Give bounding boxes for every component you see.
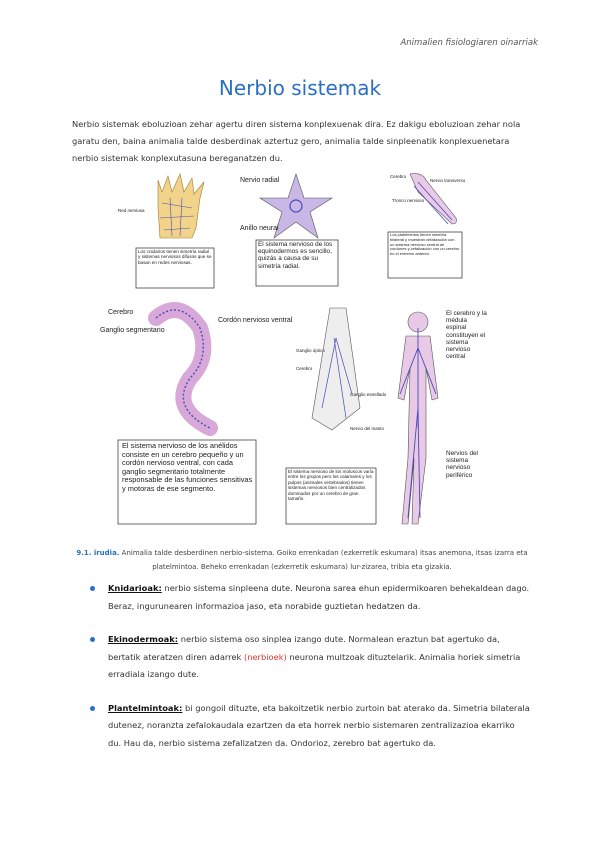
- label-fo-cns: [446, 310, 488, 370]
- label-tronco-nervioso: Tronco nervioso: [392, 198, 425, 203]
- echinoderm-panel: [240, 174, 338, 286]
- annelid-panel: [100, 309, 293, 524]
- highlight-nerbioek: (nerbioek): [243, 651, 287, 662]
- caption-1: Los cnidarios tienen simetría radial y sistemas nerviosos difusos que se basan en redes nerviosas.: [138, 249, 212, 265]
- label-nervio-radial: Nervio radial: [240, 177, 280, 184]
- caption-fo-3: [390, 233, 460, 277]
- term-knidarioak: Knidarioak:: [108, 583, 162, 593]
- intro-paragraph: Nerbio sistemak eboluzioan zehar agertu diren sistema konplexuenak dira. Ez dakigu eboluzioan zehar nola garatu den, baina animalia talde desberdinak aztertuz gero, animalia talde sinpleenatik konplexuenetara nerbio sistemak konplexutasuna bereganatzen du.: [72, 119, 521, 163]
- page-title: Nerbio sistemak: [218, 76, 382, 100]
- label-cordon-nervioso: Cordón nervioso ventral: [218, 317, 293, 324]
- caption-fo-4: [122, 442, 254, 522]
- label-cerebro-3: Cerebro: [296, 366, 313, 371]
- item-text-1b: neurona multzoak dituztelarik. Animalia horiek simetria erradiala izango dute.: [108, 651, 521, 679]
- caption-3: Los platelmintos tienen simetría bilateral y muestran cefalización con un sistema nervioso central de cordones y cefalización con un cerebro en el extremo anterior.: [390, 233, 460, 257]
- figure-caption-text: Animalia talde desberdinen nerbio-sistema. Goiko errenkadan (ezkerretik eskumara) itsas anemona, itsas izarra eta platelmintoa. Beheko errenkadan (ezkerretik eskumara) lur-zizarea, tribia eta gizakia.: [119, 549, 528, 571]
- cnidarian-panel: [118, 174, 214, 288]
- label-ganglio-estrellado: Ganglio estrellado: [350, 392, 387, 397]
- term-plantelmintoak: Plantelmintoak:: [108, 702, 183, 713]
- caption-fo-1: [138, 249, 212, 287]
- label-cerebro-1: Cerebro: [390, 174, 407, 179]
- label-ganglio-optico: Ganglio óptico: [296, 348, 325, 353]
- item-text-2: bi gongoil dituzte, eta bakoitzetik nerbio zurtoin bat aterako da. Simetria bilaterala dutenez, noranzta zefalokaudala ezartzen da eta horrek nerbio sistemaren zentralizazioa ekarriko du. Hau da, nerbio sistema zefalizatzen da. Ondorioz, zerebro bat agertuko da.: [108, 702, 530, 748]
- caption-fo-5: [288, 469, 374, 523]
- groups-list: [90, 580, 530, 768]
- bullet: [90, 586, 95, 591]
- label-cns: El cerebro y la médula espinal constituyen el sistema nervioso central: [446, 310, 487, 361]
- figure-number: 9.1. irudia.: [76, 549, 120, 557]
- list-item-knidarioak: [90, 580, 530, 615]
- flatworm-panel: [388, 174, 466, 278]
- item-text-1a: nerbio sistema oso sinplea izango dute. Normalean eraztun bat agertuko da, bertatik ateratzen diren adarrek: [108, 634, 500, 662]
- label-red-nerviosa: Red nerviosa: [118, 208, 145, 213]
- figure-illustration: [100, 168, 488, 530]
- list-item-ekinodermoak: [90, 631, 530, 684]
- caption-fo-2: [258, 241, 336, 285]
- mollusc-panel: [286, 308, 387, 524]
- human-panel: [398, 310, 488, 524]
- label-cerebro-2: Cerebro: [108, 309, 134, 316]
- term-ekinodermoak: Ekinodermoak:: [108, 634, 179, 644]
- list-item-plantelmintoak: [90, 700, 530, 753]
- running-header: Animalien fisiologiaren oinarriak: [400, 38, 538, 48]
- item-text-0: nerbio sistema sinpleena dute. Neurona sarea ehun epidermikoaren behekaldean dago. Beraz, ingurunearen informazioa jaso, eta norabide guztietan hedatzen da.: [108, 583, 530, 611]
- squid-body: [312, 308, 360, 430]
- caption-5: El sistema nervioso de los moluscos varía entre los grupos pero los calamares y los pulpos (animales vertebrados) tienen sistemas nerviosos bien centralizados dominados por un cerebro de gran tamaño.: [288, 469, 374, 502]
- label-fo-pns: [446, 450, 488, 490]
- bullet: [90, 637, 95, 642]
- bullet: [90, 706, 95, 711]
- label-nervio-transverso: Nervio transverso: [430, 178, 466, 183]
- caption-4: El sistema nervioso de los anélidos consiste en un cerebro pequeño y un cordón nervioso ventral, con cada ganglio segmentario totalmente responsable de las funciones sensitivas y motoras de ese segmento.: [122, 442, 253, 493]
- caption-2: El sistema nervioso de los equinodermos es sencillo, quizás a causa de su simetría radial.: [258, 241, 333, 270]
- figure-caption: [72, 546, 532, 574]
- nervous-systems-figure: [100, 168, 488, 530]
- label-pns: Nervios del sistema nervioso periférico: [446, 450, 478, 479]
- label-ganglio-segmentario: Ganglio segmentario: [100, 327, 165, 334]
- label-anillo-neural: Anillo neural: [240, 225, 279, 232]
- label-nervio-del-manto: Nervio del manto: [350, 426, 385, 431]
